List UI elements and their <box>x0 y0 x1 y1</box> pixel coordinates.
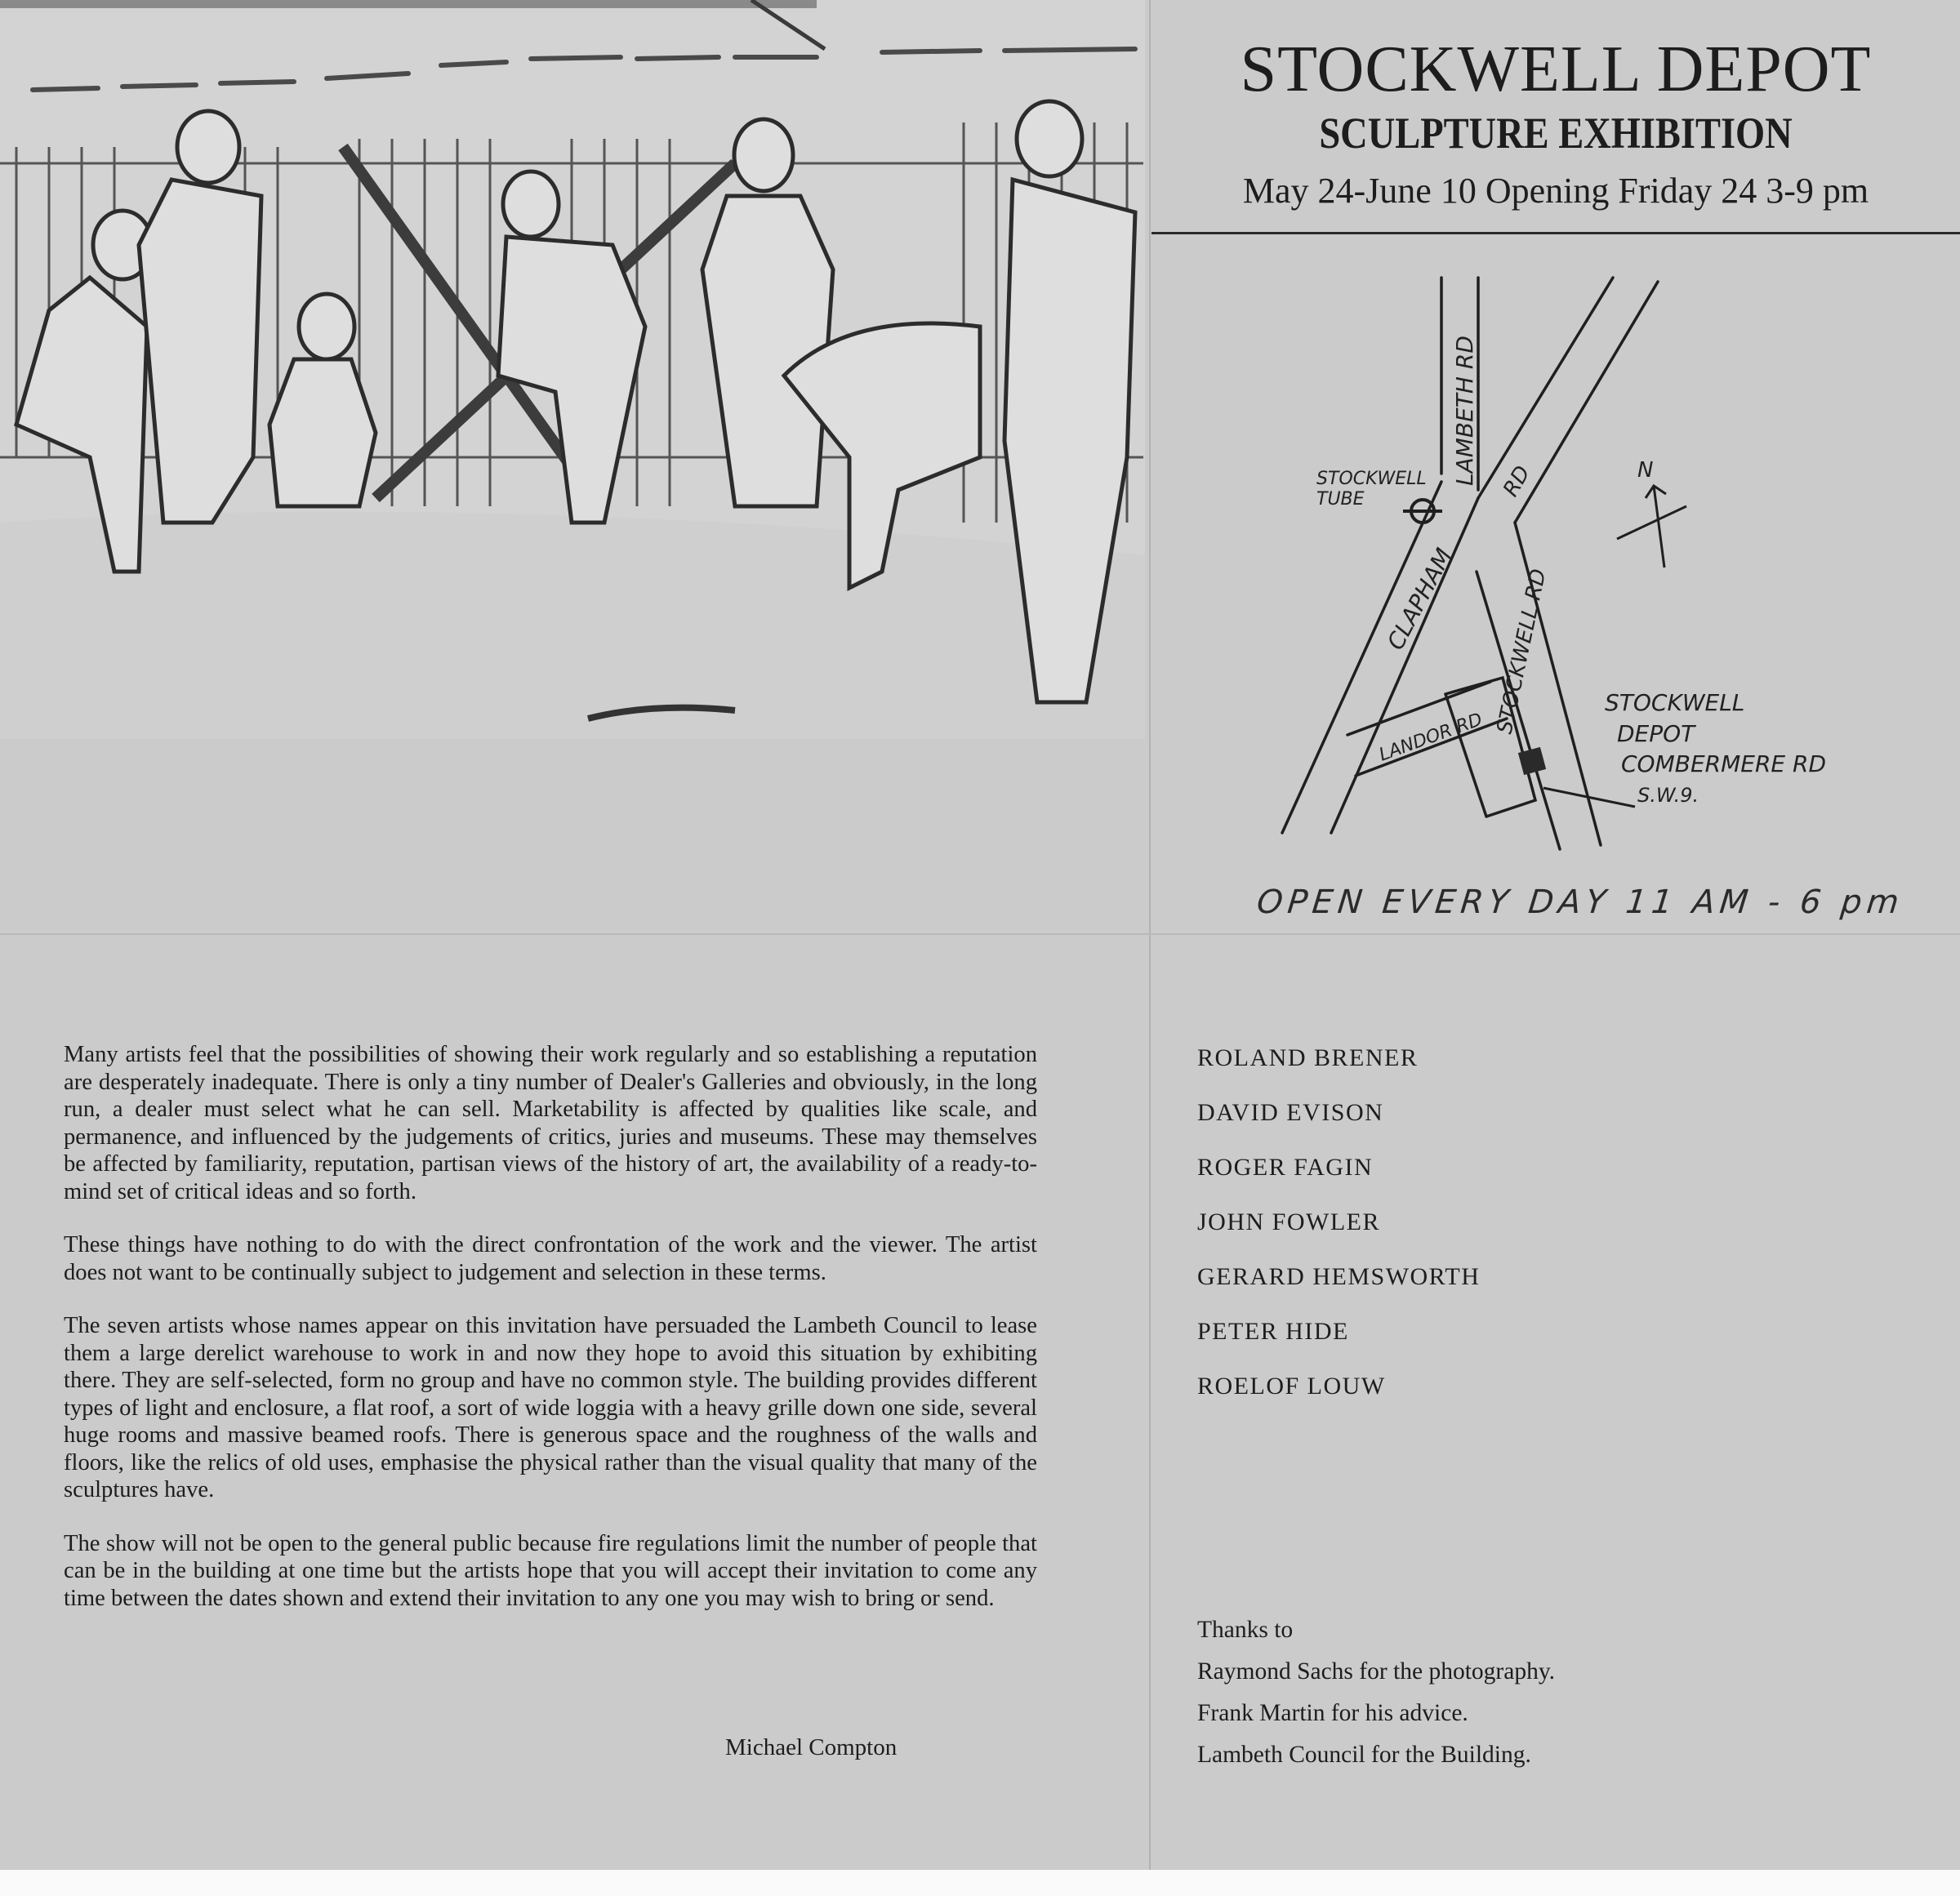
lambeth-rd-label: LAMBETH RD <box>1451 336 1478 486</box>
thanks-line: Lambeth Council for the Building. <box>1197 1742 1531 1768</box>
tube-label-line-2: TUBE <box>1316 489 1365 510</box>
artist-list <box>1197 1042 1480 1425</box>
artist-name: GERARD HEMSWORTH <box>1197 1263 1481 1290</box>
north-arrow-icon <box>1617 486 1686 567</box>
artist-name: ROGER FAGIN <box>1197 1154 1374 1181</box>
tube-icon <box>1403 500 1442 523</box>
horizontal-fold <box>0 933 1960 935</box>
exhibition-title: STOCKWELL DEPOT <box>1240 33 1872 105</box>
artist-name: JOHN FOWLER <box>1197 1208 1380 1235</box>
statement-paragraph: The show will not be open to the general public because fire regulations limit the number of people that can be in the building at one time but the artists hope that you will accept their invitation to come any time between the dates shown and extend their invitation to any one you may wish to bring or send. <box>64 1530 1037 1611</box>
clapham-label: CLAPHAM <box>1382 544 1458 655</box>
location-map <box>1241 261 1895 866</box>
landor-rd-label: LANDOR RD <box>1376 709 1486 766</box>
exhibition-dates: May 24-June 10 Opening Friday 24 3-9 pm <box>1242 171 1869 211</box>
thanks-line: Frank Martin for his advice. <box>1197 1700 1468 1726</box>
artist-name: ROLAND BRENER <box>1197 1044 1419 1071</box>
artist-name: DAVID EVISON <box>1197 1099 1384 1126</box>
depot-label-1: STOCKWELL <box>1605 689 1745 716</box>
group-photograph <box>0 0 1145 739</box>
vertical-fold <box>1149 0 1151 1870</box>
statement-paragraph: The seven artists whose names appear on this invitation have persuaded the Lambeth Council to lease them a large derelict warehouse to work in and now they hope to avoid this situation by exhibiting there. They are self-selected, form no group and have no common style. The building provides different types of light and enclosure, a flat roof, a sort of wide loggia with a heavy grille down one side, several huge rooms and massive beamed roofs. There is generous space and the roughness of the walls and floors, like the relics of old uses, emphasise the physical rather than the visual quality that many of the sculptures have. <box>64 1313 1037 1502</box>
tube-label-line-1: STOCKWELL <box>1316 469 1427 489</box>
north-label: N <box>1637 458 1654 483</box>
statement-paragraph: Many artists feel that the possibilities of showing their work regularly and so establishing a reputation are desperately inadequate. There is only a tiny number of Dealer's Galleries and obviously, in the long run, a dealer must select what he can sell. Marketability is affected by qualities like scale, and permanence, and influenced by the judgements of critics, juries and museums. These may themselves be affected by familiarity, reputation, partisan views of the history of art, the availability of a ready-to-mind set of critical ideas and so forth. <box>64 1042 1037 1204</box>
statement <box>64 1041 1037 1638</box>
rd-upper-label: RD <box>1499 461 1536 501</box>
depot-label-4: S.W.9. <box>1637 784 1699 807</box>
depot-label-3: COMBERMERE RD <box>1621 750 1827 777</box>
depot-label-2: DEPOT <box>1617 720 1695 747</box>
stockwell-rd-label: STOCKWELL RD <box>1492 567 1552 737</box>
exhibition-subtitle: SCULPTURE EXHIBITION <box>1319 109 1793 158</box>
header-rule <box>1152 232 1960 234</box>
artist-name: ROELOF LOUW <box>1197 1373 1386 1400</box>
thanks-line: Raymond Sachs for the photography. <box>1197 1658 1556 1685</box>
statement-paragraph: These things have nothing to do with the direct confrontation of the work and the viewer. The artist does not want to be continually subject to judgement and selection in these terms. <box>64 1232 1037 1285</box>
thanks-line: Thanks to <box>1197 1617 1294 1643</box>
acknowledgements <box>1197 1613 1555 1780</box>
artist-name: PETER HIDE <box>1197 1318 1349 1345</box>
scan-margin <box>0 1870 1960 1896</box>
open-hours: OPEN EVERY DAY 11 AM - 6 pm <box>1254 883 1906 921</box>
signature: Michael Compton <box>725 1734 898 1760</box>
